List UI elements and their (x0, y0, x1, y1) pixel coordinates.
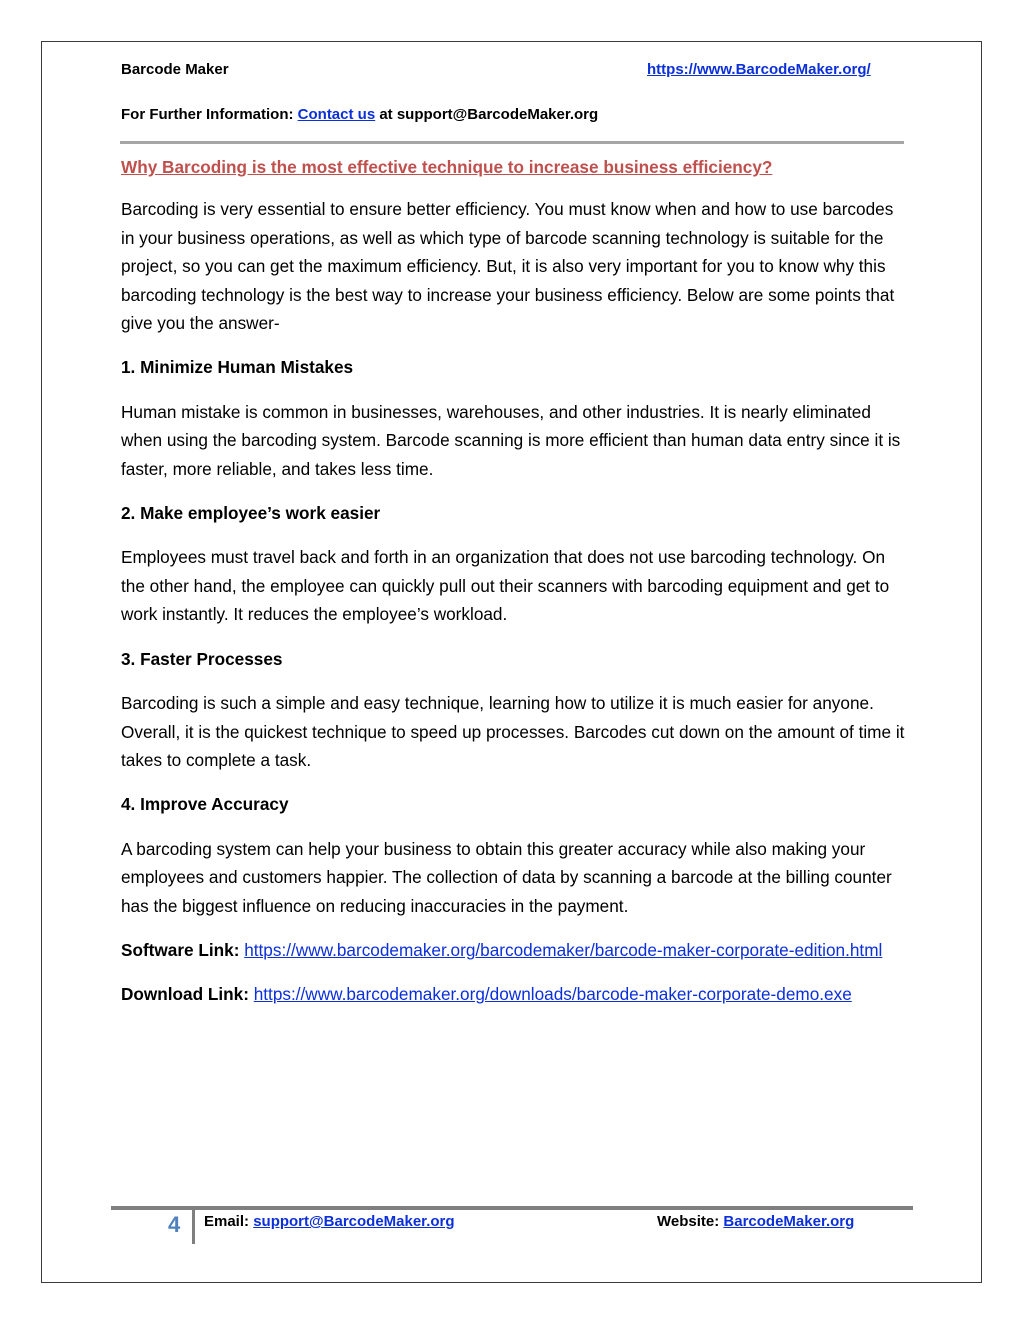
section-heading: 2. Make employee’s work easier (121, 503, 381, 524)
article-body (121, 153, 911, 1025)
footer-vertical-bar (192, 1210, 195, 1244)
footer-email-label: Email: (204, 1213, 254, 1230)
download-link-label: Download Link: (121, 984, 254, 1005)
footer-divider (111, 1206, 913, 1210)
section-body: Human mistake is common in businesses, warehouses, and other industries. It is nearly eliminated when using the barcoding system. Barcode scanning is more efficient than human data entry since it is faster, more reliable, and takes less time. (121, 401, 901, 479)
footer-website-link[interactable]: BarcodeMaker.org (723, 1213, 855, 1230)
header-info-suffix: at support@BarcodeMaker.org (375, 106, 599, 123)
download-link[interactable]: https://www.barcodemaker.org/downloads/barcode-maker-corporate-demo.exe (253, 984, 852, 1005)
header-divider (120, 141, 904, 144)
footer-email (204, 1213, 455, 1230)
header-brand: Barcode Maker (121, 61, 229, 78)
page-number: 4 (168, 1212, 181, 1237)
footer-email-link[interactable]: support@BarcodeMaker.org (253, 1213, 455, 1230)
section-heading: 3. Faster Processes (121, 648, 283, 669)
section-body: Employees must travel back and forth in an organization that does not use barcoding technology. On the other hand, the employee can quickly pull out their scanners with barcoding equipment and get to work instantly. It reduces the employee’s workload. (121, 547, 890, 625)
section-body: Barcoding is such a simple and easy technique, learning how to utilize it is much easier for anyone. Overall, it is the quickest technique to speed up processes. Barcodes cut down on the amount of time it takes to complete a task. (121, 693, 905, 770)
article-title: Why Barcoding is the most effective technique to increase business efficiency? (121, 157, 773, 177)
header-url-link[interactable]: https://www.BarcodeMaker.org/ (647, 61, 871, 78)
footer-website (657, 1213, 854, 1230)
software-link-line (121, 936, 911, 964)
article-intro: Barcoding is very essential to ensure better efficiency. You must know when and how to use barcodes in your business operations, as well as which type of barcode scanning technology is suitable for the project, so you can get the maximum efficiency. But, it is also very important for you to know why this barcoding technology is the best way to increase your business efficiency. Below are some points that give you the answer- (121, 199, 895, 334)
footer-website-label: Website: (657, 1213, 724, 1230)
header-info-prefix: For Further Information: (121, 106, 298, 123)
section-heading: 4. Improve Accuracy (121, 794, 289, 815)
section-body: A barcoding system can help your business to obtain this greater accuracy while also making your employees and customers happier. The collection of data by scanning a barcode at the billing counter has the biggest influence on reducing inaccuracies in the payment. (121, 838, 892, 916)
header-info-line (121, 106, 598, 123)
software-link-label: Software Link: (121, 939, 245, 960)
contact-us-link[interactable]: Contact us (297, 106, 376, 123)
software-link[interactable]: https://www.barcodemaker.org/barcodemaker/barcode-maker-corporate-edition.html (244, 939, 883, 960)
download-link-line (121, 980, 911, 1008)
section-heading: 1. Minimize Human Mistakes (121, 357, 354, 378)
